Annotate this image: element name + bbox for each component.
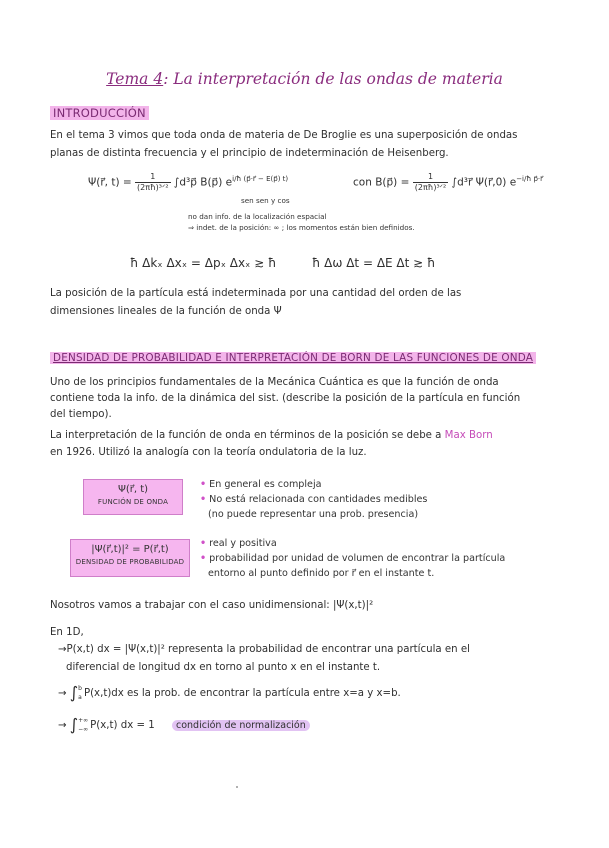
bullet-continuation: entorno al punto definido por r⃗ en el instante t. [208, 568, 435, 579]
wavefunction-box [83, 479, 183, 515]
bullet-text: No está relacionada con cantidades medibles [209, 494, 428, 505]
section-heading-born [50, 352, 536, 364]
probability-line-2: diferencial de longitud dx en torno al punto x en el instante t. [66, 662, 381, 673]
eq1-frac-den: (2πħ)³ᐟ² [137, 183, 169, 192]
integral-sign-icon: ∫ [69, 715, 79, 734]
heading-text: INTRODUCCIÓN [50, 106, 149, 120]
box1-label: FUNCIÓN DE ONDA [97, 498, 169, 506]
intro-line-1: En el tema 3 vimos que toda onda de materia de De Broglie es una superposición de ondas [50, 130, 518, 141]
in-1d-label: En 1D, [50, 627, 84, 638]
page-dot [236, 786, 238, 788]
box1-formula: Ψ(r⃗, t) [117, 484, 149, 495]
eq1-left: Ψ(r⃗, t) = [88, 176, 132, 189]
title-prefix: Tema 4 [106, 70, 164, 88]
probability-line-1: →P(x,t) dx = |Ψ(x,t)|² representa la probabilidad de encontrar una partícula en el [58, 644, 470, 655]
integral-ab-text: P(x,t)dx es la prob. de encontrar la partícula entre x=a y x=b. [83, 688, 401, 699]
box2-formula: |Ψ(r⃗,t)|² = P(r⃗,t) [91, 544, 169, 555]
normalization-condition-label: condición de normalización [172, 720, 310, 731]
bullet-continuation: (no puede representar una prob. presencia) [208, 509, 419, 520]
note-indeterminacy: ⇒ indet. de la posición: ∞ ; los momentos están bien definidos. [188, 223, 415, 232]
arrow-icon: → [58, 720, 70, 731]
eq2-exponent: −i/ħ p⃗·r⃗ [516, 175, 543, 183]
one-dimensional-line: Nosotros vamos a trabajar con el caso unidimensional: |Ψ(x,t)|² [50, 600, 374, 611]
bullet-item: • En general es compleja [200, 479, 322, 490]
bullet-text: probabilidad por unidad de volumen de encontrar la partícula [209, 553, 506, 564]
born-text: La interpretación de la función de onda en términos de la posición se debe a [50, 430, 442, 441]
position-line-2: dimensiones lineales de la función de onda Ψ [50, 306, 282, 317]
bullet-item: • No está relacionada con cantidades medibles [200, 494, 428, 505]
page-title [0, 70, 609, 88]
box1-bullets [200, 477, 427, 522]
bullet-item: • real y positiva [200, 538, 277, 549]
bullet-item: • probabilidad por unidad de volumen de encontrar la partícula [200, 553, 506, 564]
eq1-frac-num: 1 [135, 172, 171, 183]
born-para-line-2: contiene toda la info. de la dinámica del sist. (describe la posición de la partícula en función [50, 393, 521, 404]
bullet-text: En general es compleja [209, 479, 322, 490]
section-heading-introduccion [50, 106, 149, 120]
eq2-fraction [413, 172, 449, 193]
integral-limits [78, 716, 88, 734]
integral-ab-line [58, 684, 401, 702]
position-line-1: La posición de la partícula está indeterminada por una cantidad del orden de las [50, 288, 462, 299]
born-para-line-1: Uno de los principios fundamentales de la Mecánica Cuántica es que la función de onda [50, 377, 499, 388]
normalization-equation: P(x,t) dx = 1 [90, 720, 155, 731]
limit-top: +∞ [78, 717, 89, 724]
limit-bottom: −∞ [78, 726, 89, 733]
intro-line-2: planas de distinta frecuencia y el principio de indeterminación de Heisenberg. [50, 148, 449, 159]
uncertainty-energy: ħ Δω Δt = ΔE Δt ≳ ħ [312, 256, 436, 270]
eq2-frac-num: 1 [413, 172, 449, 183]
born-para-line-3: del tiempo). [50, 409, 112, 420]
box2-bullets [200, 536, 505, 581]
heading-text: DENSIDAD DE PROBABILIDAD E INTERPRETACIÓN DE BORN DE LAS FUNCIONES DE ONDA [50, 352, 536, 364]
eq2-integral: ∫d³r⃗ Ψ(r⃗,0) e [451, 176, 517, 189]
normalization-line [58, 716, 310, 734]
max-born-name: Max Born [444, 430, 493, 441]
title-rest: : La interpretación de las ondas de materia [163, 70, 503, 88]
born-interpretation-line-2: en 1926. Utilizó la analogía con la teoría ondulatoria de la luz. [50, 447, 367, 458]
eq1-exponent: i/ħ (p⃗·r⃗ − E(p⃗) t) [232, 175, 289, 183]
uncertainty-position: ħ Δkₓ Δxₓ = Δpₓ Δxₓ ≳ ħ [130, 256, 277, 270]
eq1-underbrace-note: sen sen y cos [241, 196, 290, 205]
eq2-prefix: con B(p⃗) = [353, 176, 410, 189]
limit-top: b [78, 685, 82, 692]
box2-label: DENSIDAD DE PROBABILIDAD [75, 558, 185, 566]
eq1-fraction [135, 172, 171, 193]
probability-density-box [70, 539, 190, 577]
eq2-frac-den: (2πħ)³ᐟ² [414, 183, 447, 192]
wavefunction-equation [88, 172, 288, 193]
arrow-icon: → [58, 688, 70, 699]
limit-bottom: a [78, 694, 82, 701]
amplitude-equation [353, 172, 543, 193]
integral-limits [78, 684, 82, 702]
integral-sign-icon: ∫ [69, 683, 79, 702]
note-localization: no dan info. de la localización espacial [188, 212, 327, 221]
eq1-integral: ∫d³p⃗ B(p⃗) e [173, 176, 233, 189]
bullet-text: real y positiva [209, 538, 277, 549]
born-interpretation-line-1 [50, 428, 493, 444]
